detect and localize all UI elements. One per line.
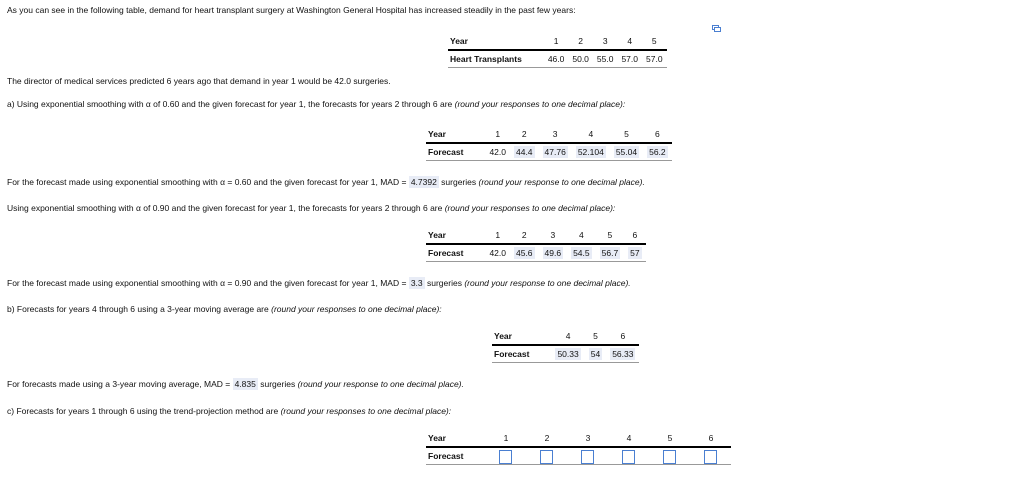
- answer-field[interactable]: 50.33: [557, 349, 579, 359]
- answer-field[interactable]: 56.7: [601, 248, 619, 258]
- part-a-prompt: [7, 99, 625, 109]
- prompt-text: Using exponential smoothing with α of 0.90 and the given forecast for year 1, the forecasts for years 2 through 6 are: [7, 203, 445, 213]
- forecast-value: 42.0: [485, 244, 510, 262]
- mad-a2-text: [7, 278, 631, 288]
- year-cell: 4: [567, 227, 596, 244]
- row-label-transplants: Heart Transplants: [448, 50, 544, 68]
- year-cell: 5: [585, 328, 606, 345]
- year-cell: 4: [572, 126, 610, 143]
- forecast-table-b: [492, 328, 639, 363]
- mad-answer-field[interactable]: 4.835: [234, 379, 256, 389]
- year-cell: 4: [608, 430, 649, 447]
- year-cell: 4: [617, 33, 642, 50]
- answer-field[interactable]: 45.6: [515, 248, 533, 258]
- mad-label: For the forecast made using exponential smoothing with α = 0.90 and the given forecast for year 1, MAD =: [7, 278, 409, 288]
- year-cell: 3: [593, 33, 618, 50]
- value-cell: 46.0: [544, 50, 569, 68]
- prompt-text: c) Forecasts for years 1 through 6 using the trend-projection method are: [7, 406, 281, 416]
- mad-hint: (round your response to one decimal place).: [464, 278, 631, 288]
- mad-answer-field[interactable]: 3.3: [410, 278, 423, 288]
- prompt-hint: (round your responses to one decimal place):: [454, 99, 626, 109]
- year-cell: 5: [642, 33, 667, 50]
- answer-field[interactable]: 52.104: [577, 147, 604, 157]
- year-cell: 6: [690, 430, 731, 447]
- mad-hint: (round your response to one decimal place).: [297, 379, 464, 389]
- mad-unit: surgeries: [424, 278, 465, 288]
- year-cell: 4: [551, 328, 584, 345]
- year-cell: 5: [649, 430, 690, 447]
- answer-input[interactable]: [663, 450, 676, 464]
- forecast-table-c: [426, 430, 731, 465]
- forecast-value: 42.0: [485, 143, 510, 161]
- row-label-forecast: Forecast: [426, 143, 485, 161]
- year-cell: 3: [539, 227, 568, 244]
- mad-unit: surgeries: [257, 379, 298, 389]
- year-cell: 1: [485, 430, 526, 447]
- year-cell: 2: [526, 430, 567, 447]
- value-cell: 57.0: [642, 50, 667, 68]
- prompt-text: b) Forecasts for years 4 through 6 using a 3-year moving average are: [7, 304, 272, 314]
- answer-field[interactable]: 57: [630, 248, 640, 258]
- mad-label: For the forecast made using exponential smoothing with α = 0.60 and the given forecast for year 1, MAD =: [7, 177, 409, 187]
- part-c-prompt: [7, 406, 451, 416]
- mad-a1-text: [7, 177, 645, 187]
- year-cell: 2: [510, 126, 539, 143]
- year-cell: 3: [539, 126, 572, 143]
- forecast-table-a1: [426, 126, 672, 161]
- answer-field[interactable]: 49.6: [544, 248, 562, 258]
- demand-table: [448, 33, 667, 68]
- answer-field[interactable]: 54.5: [573, 248, 590, 258]
- answer-input[interactable]: [499, 450, 512, 464]
- row-label-year: Year: [492, 328, 551, 345]
- year-cell: 5: [610, 126, 643, 143]
- prompt-hint: (round your responses to one decimal place):: [280, 406, 452, 416]
- answer-field[interactable]: 44.4: [515, 147, 533, 157]
- answer-field[interactable]: 55.04: [615, 147, 638, 157]
- prompt-text: a) Using exponential smoothing with α of 0.60 and the given forecast for year 1, the forecasts for years 2 through 6 are: [7, 99, 455, 109]
- intro-text: As you can see in the following table, demand for heart transplant surgery at Washington General Hospital has increased steadily in the past few years:: [7, 5, 576, 15]
- part-a2-prompt: [7, 203, 615, 213]
- row-label-forecast: Forecast: [426, 447, 485, 465]
- answer-input[interactable]: [622, 450, 635, 464]
- row-label-year: Year: [426, 126, 485, 143]
- director-text: The director of medical services predicted 6 years ago that demand in year 1 would be 42.0 surgeries.: [7, 76, 391, 86]
- year-cell: 1: [485, 227, 510, 244]
- year-cell: 1: [544, 33, 569, 50]
- value-cell: 57.0: [617, 50, 642, 68]
- row-label-forecast: Forecast: [426, 244, 485, 262]
- row-label-forecast: Forecast: [492, 345, 551, 363]
- year-cell: 6: [606, 328, 639, 345]
- answer-input[interactable]: [704, 450, 717, 464]
- mad-b-text: [7, 379, 464, 389]
- year-cell: 5: [596, 227, 625, 244]
- year-cell: 6: [624, 227, 645, 244]
- value-cell: 55.0: [593, 50, 618, 68]
- mad-answer-field[interactable]: 4.7392: [410, 177, 437, 187]
- answer-input[interactable]: [540, 450, 553, 464]
- year-cell: 1: [485, 126, 510, 143]
- row-label-year: Year: [426, 227, 485, 244]
- year-cell: 3: [567, 430, 608, 447]
- value-cell: 50.0: [568, 50, 593, 68]
- answer-field[interactable]: 56.33: [612, 349, 634, 359]
- row-label-year: Year: [448, 33, 544, 50]
- year-cell: 6: [643, 126, 672, 143]
- answer-field[interactable]: 47.76: [544, 147, 566, 157]
- prompt-hint: (round your responses to one decimal place):: [444, 203, 616, 213]
- mad-hint: (round your response to one decimal place).: [478, 177, 645, 187]
- row-label-year: Year: [426, 430, 485, 447]
- copy-icon[interactable]: [712, 25, 721, 32]
- part-b-prompt: [7, 304, 442, 314]
- answer-field[interactable]: 54: [590, 349, 601, 359]
- forecast-table-a2: [426, 227, 646, 262]
- mad-unit: surgeries: [438, 177, 479, 187]
- prompt-hint: (round your responses to one decimal place):: [271, 304, 442, 314]
- answer-field[interactable]: 56.2: [649, 147, 666, 157]
- mad-label: For forecasts made using a 3-year moving average, MAD =: [7, 379, 233, 389]
- year-cell: 2: [510, 227, 539, 244]
- year-cell: 2: [568, 33, 593, 50]
- answer-input[interactable]: [581, 450, 594, 464]
